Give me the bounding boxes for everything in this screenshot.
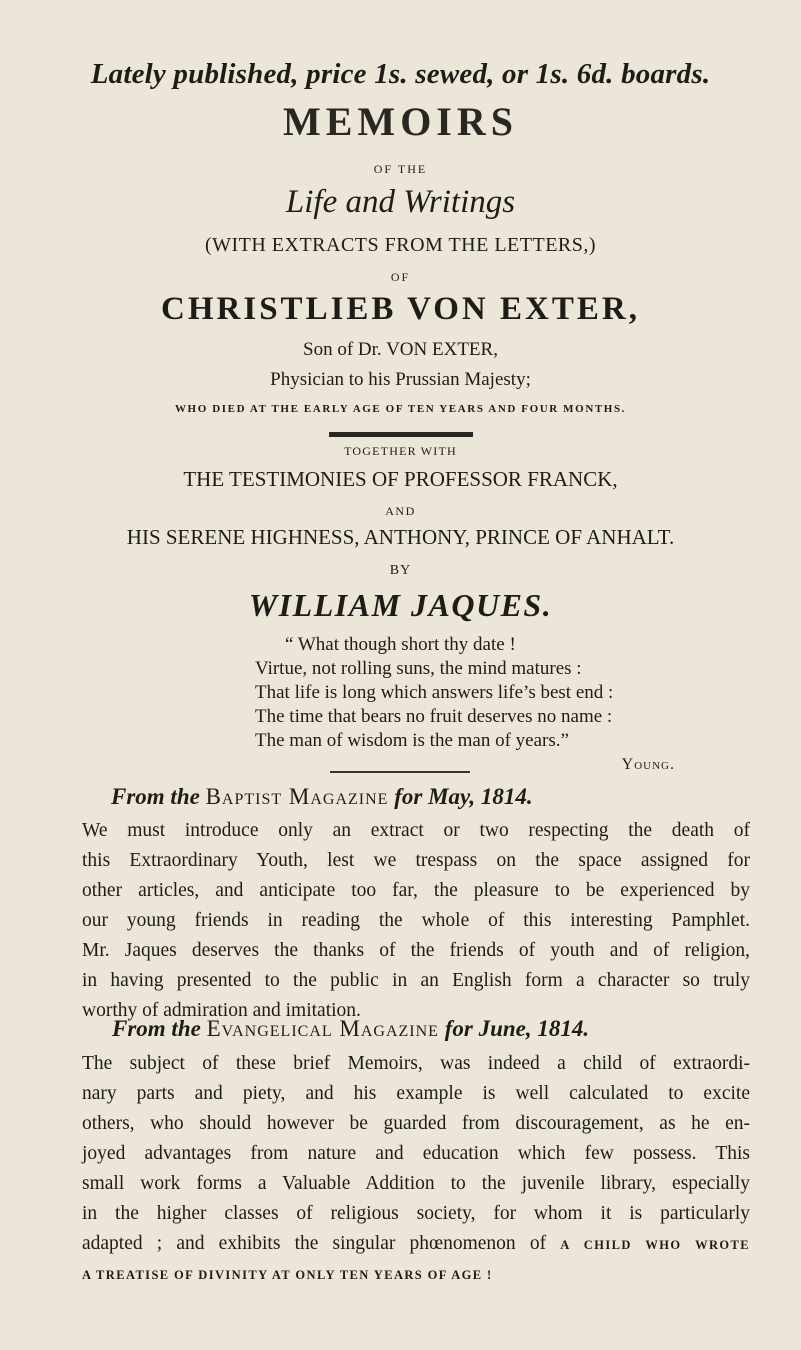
together-with-label: TOGETHER WITH [344, 444, 457, 458]
author-name: WILLIAM JAQUES. [248, 587, 553, 623]
text-line: small work forms a Valuable Addition to the juvenile library, especially [82, 1173, 750, 1194]
section-divider [330, 771, 470, 773]
death-note: WHO DIED AT THE EARLY AGE OF TEN YEARS AND FOUR MONTHS. [174, 403, 627, 415]
of-label: OF [390, 270, 411, 284]
poem-line: The man of wisdom is the man of years.” [255, 730, 569, 751]
poem-line: The time that bears no fruit deserves no name : [255, 706, 613, 727]
review-source-evangelical [112, 1016, 589, 1042]
poem-line: Virtue, not rolling suns, the mind matures : [255, 658, 582, 679]
poem-line: That life is long which answers life’s best end : [255, 682, 614, 703]
divider-rule [329, 432, 473, 437]
source-magazine: Evangelical Magazine [206, 1016, 439, 1041]
emphasis-text: A CHILD WHO WROTE [560, 1238, 750, 1252]
text-line: joyed advantages from nature and education which few possess. This [82, 1143, 750, 1164]
title-life-writings: Life and Writings [285, 184, 516, 220]
text-line: Mr. Jaques deserves the thanks of the friends of youth and of religion, [82, 940, 750, 961]
epigraph-poem [255, 633, 695, 777]
source-prefix: From the [112, 1016, 201, 1041]
subject-name: CHRISTLIEB VON EXTER, [161, 291, 640, 327]
text-line: in the higher classes of religious society, for whom it is particularly [82, 1203, 750, 1224]
review-source-baptist [111, 784, 533, 810]
text-line: others, who should however be guarded from discouragement, as he en- [82, 1113, 750, 1134]
and-label: AND [385, 504, 416, 518]
text-line: in having presented to the public in an English form a character so truly [82, 970, 750, 991]
of-the-label: OF THE [373, 162, 428, 176]
source-date: for June, 1814. [444, 1016, 590, 1041]
review-text-evangelical [82, 1049, 750, 1290]
poem-line: “ What though short thy date ! [285, 634, 516, 655]
title-memoirs: MEMOIRS [283, 99, 518, 144]
text-line: worthy of admiration and imitation. [82, 1000, 361, 1021]
text-fragment: adapted ; and exhibits the singular phœnomenon of [82, 1233, 547, 1254]
by-label: BY [389, 563, 412, 578]
text-line: other articles, and anticipate too far, the pleasure to be experienced by [82, 880, 750, 901]
emphasis-closing-line: A TREATISE OF DIVINITY AT ONLY TEN YEARS OF AGE ! [82, 1268, 493, 1282]
source-magazine: Baptist Magazine [205, 784, 389, 809]
prince-line: HIS SERENE HIGHNESS, ANTHONY, PRINCE OF ANHALT. [126, 525, 675, 549]
father-occupation: Physician to his Prussian Majesty; [270, 369, 531, 390]
text-line: this Extraordinary Youth, lest we trespass on the space assigned for [82, 850, 750, 871]
extracts-subtitle: (WITH EXTRACTS FROM THE LETTERS,) [204, 234, 597, 256]
publication-notice: Lately published, price 1s. sewed, or 1s. 6d. boards. [90, 58, 711, 90]
text-line: our young friends in reading the whole of this interesting Pamphlet. [82, 910, 750, 931]
testimonies-line: THE TESTIMONIES OF PROFESSOR FRANCK, [183, 467, 618, 491]
text-line: We must introduce only an extract or two respecting the death of [82, 820, 750, 841]
text-line: nary parts and piety, and his example is well calculated to excite [82, 1083, 750, 1104]
text-line: The subject of these brief Memoirs, was indeed a child of extraordi- [82, 1053, 750, 1074]
review-text-baptist [82, 816, 750, 1026]
poem-attribution: Young. [621, 756, 675, 773]
source-date: for May, 1814. [394, 784, 533, 809]
subject-parentage: Son of Dr. VON EXTER, [303, 339, 498, 360]
text-line-with-emphasis [82, 1229, 750, 1260]
source-prefix: From the [111, 784, 200, 809]
